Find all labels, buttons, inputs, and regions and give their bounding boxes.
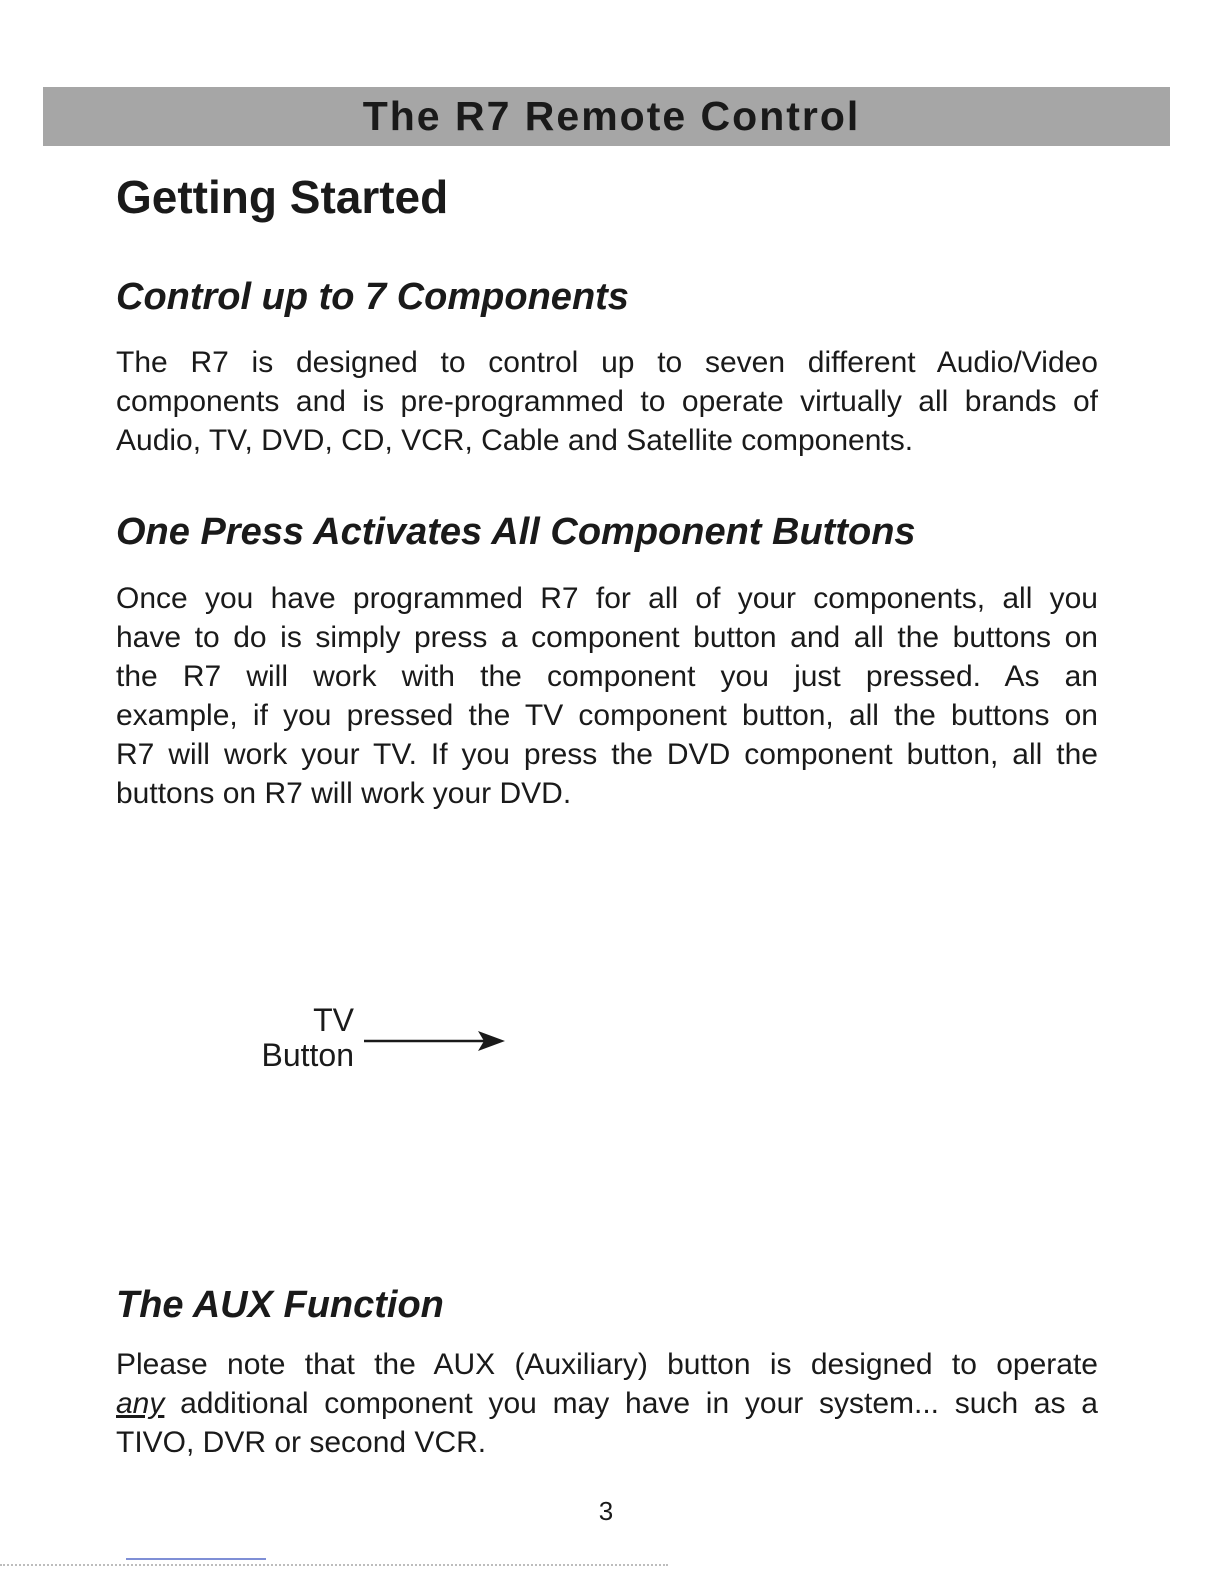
paragraph-line: buttons on R7 will work your DVD. <box>116 777 572 810</box>
aux-paragraph <box>116 1345 1098 1462</box>
callout-label-line2: Button <box>261 1037 354 1073</box>
paragraph-line: the R7 will work with the component you just pressed. As an <box>116 660 1098 693</box>
footer-link-line <box>126 1558 266 1560</box>
callout-label-line1: TV <box>313 1002 354 1038</box>
paragraph-line: TIVO, DVR or second VCR. <box>116 1426 487 1459</box>
page-number: 3 <box>598 1496 614 1526</box>
paragraph-line: The R7 is designed to control up to seven different Audio/Video <box>116 346 1098 379</box>
page-title: Getting Started <box>116 171 449 223</box>
footer-divider <box>0 1564 668 1566</box>
paragraph-line: Audio, TV, DVD, CD, VCR, Cable and Satellite components. <box>116 424 914 457</box>
paragraph-line: Please note that the AUX (Auxiliary) button is designed to operate <box>116 1348 1098 1381</box>
one-press-heading: One Press Activates All Component Buttons <box>116 511 916 553</box>
paragraph-line <box>116 1384 1098 1423</box>
aux-heading: The AUX Function <box>116 1284 444 1326</box>
emphasis-any: any <box>116 1387 165 1420</box>
paragraph-line: components and is pre-programmed to operate virtually all brands of <box>116 385 1098 418</box>
tv-button-callout <box>230 1003 520 1083</box>
components-heading: Control up to 7 Components <box>116 276 629 318</box>
section-header-bar <box>43 87 1170 146</box>
paragraph-line-rest: additional component you may have in your system... such as a <box>164 1387 1098 1420</box>
paragraph-line: have to do is simply press a component button and all the buttons on <box>116 621 1098 654</box>
paragraph-line: example, if you pressed the TV component button, all the buttons on <box>116 699 1098 732</box>
one-press-paragraph <box>116 579 1098 813</box>
components-paragraph <box>116 343 1098 460</box>
paragraph-line: Once you have programmed R7 for all of your components, all you <box>116 582 1098 615</box>
arrow-right-icon <box>364 1027 506 1057</box>
paragraph-line: R7 will work your TV. If you press the DVD component button, all the <box>116 738 1098 771</box>
section-header-title: The R7 Remote Control <box>362 93 861 139</box>
